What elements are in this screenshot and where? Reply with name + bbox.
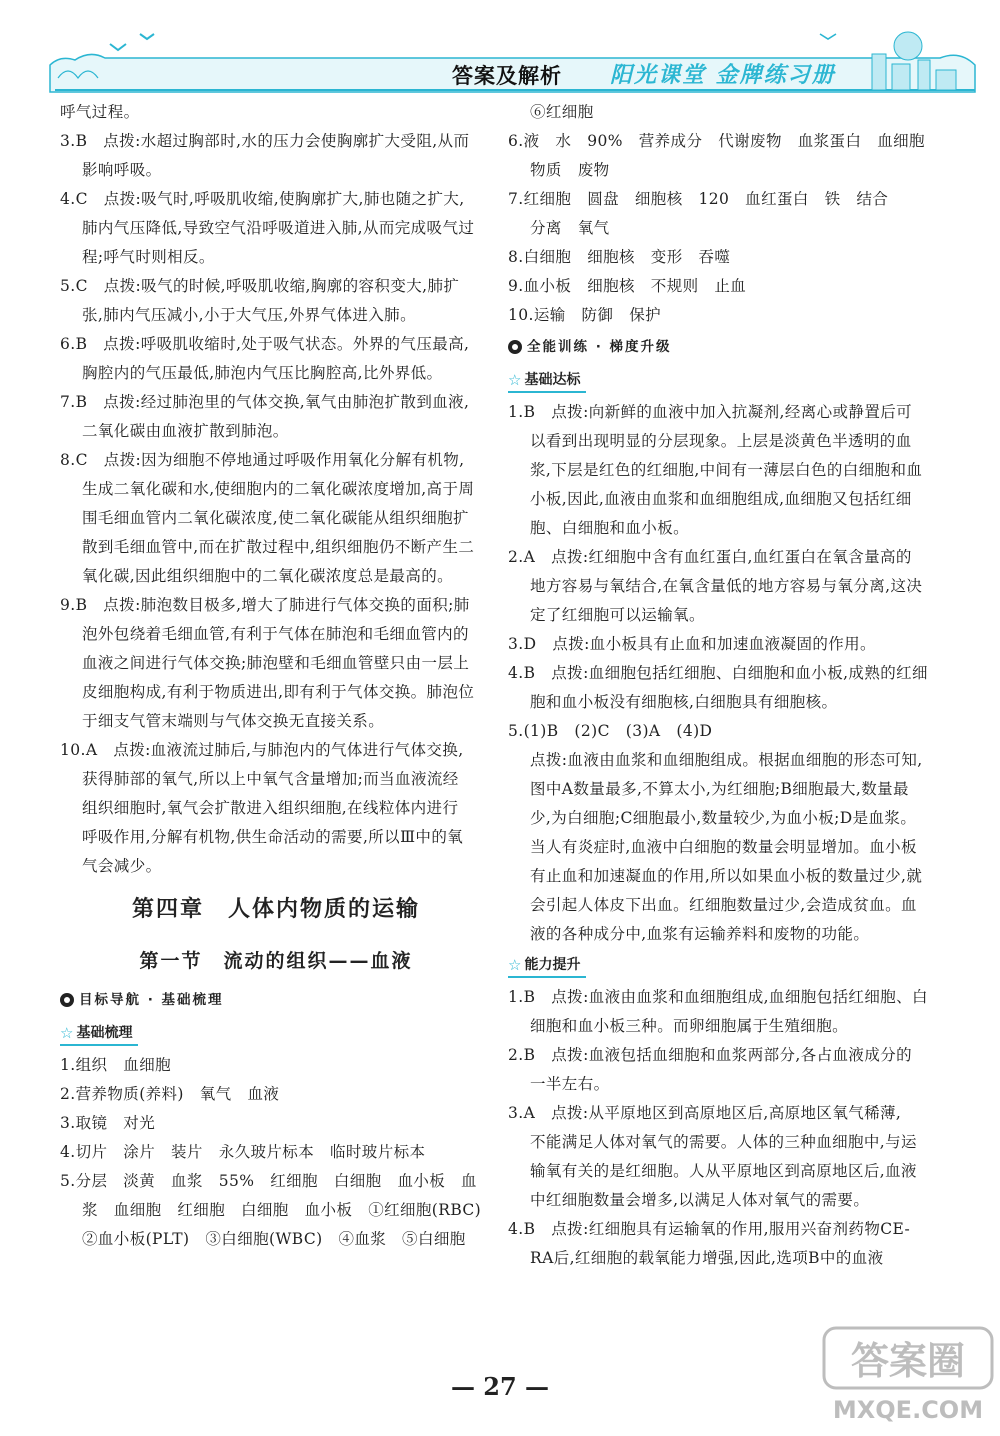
- text-line: 小板,因此,血液由血浆和血细胞组成,血细胞又包括红细: [530, 490, 912, 508]
- subheading: [508, 364, 938, 398]
- text-line: 点拨:血液由血浆和血细胞组成。根据血细胞的形态可知,: [530, 751, 923, 769]
- text-line: 呼吸作用,分解有机物,供生命活动的需要,所以Ⅲ中的氧: [82, 828, 464, 846]
- text-line: 2.B 点拨:血液包括血细胞和血浆两部分,各占血液成分的: [508, 1046, 913, 1064]
- text-line: 3.取镜 对光: [60, 1114, 156, 1132]
- text-line: 4.B 点拨:血细胞包括红细胞、白细胞和血小板,成熟的红细: [508, 664, 928, 682]
- text-line: 3.D 点拨:血小板具有止血和加速血液凝固的作用。: [508, 635, 876, 653]
- text-line: 围毛细血管内二氧化碳浓度,使二氧化碳能从组织细胞扩: [82, 509, 469, 527]
- text-line: 一半左右。: [530, 1075, 610, 1093]
- text-line: 2.A 点拨:红细胞中含有血红蛋白,血红蛋白在氧含量高的: [508, 548, 912, 566]
- star-icon: ☆: [508, 371, 522, 389]
- banner-label: 全能训练 · 梯度升级: [527, 339, 672, 355]
- text-line: 于细支气管末端则与气体交换无直接关系。: [82, 712, 385, 730]
- text-line: 5.分层 淡黄 血浆 55% 红细胞 白细胞 血小板 血: [60, 1172, 477, 1190]
- text-line: 10.A 点拨:血液流过肺后,与肺泡内的气体进行气体交换,: [60, 741, 464, 759]
- watermark-bottom-text: MXQE.COM: [832, 1396, 984, 1424]
- text-line: 气会减少。: [82, 857, 162, 875]
- section-banner: [508, 330, 938, 364]
- subheading: [60, 1017, 492, 1051]
- text-line: 3.B 点拨:水超过胸部时,水的压力会使胸廓扩大受阻,从而: [60, 132, 470, 150]
- text-line: 会引起人体皮下出血。红细胞数量过少,会造成贫血。血: [530, 896, 917, 914]
- text-line: 图中A数量最多,不算太小,为红细胞;B细胞最大,数量最: [530, 780, 909, 798]
- text-line: 6.B 点拨:呼吸肌收缩时,处于吸气状态。外界的气压最高,: [60, 335, 470, 353]
- text-line: 7.B 点拨:经过肺泡里的气体交换,氧气由肺泡扩散到血液,: [60, 393, 470, 411]
- text-line: 4.切片 涂片 装片 永久玻片标本 临时玻片标本: [60, 1143, 426, 1161]
- left-column: [60, 98, 492, 1254]
- text-line: 浆,下层是红色的红细胞,中间有一薄层白色的白细胞和血: [530, 461, 923, 479]
- text-line: 9.血小板 细胞核 不规则 止血: [508, 277, 747, 295]
- text-line: 以看到出现明显的分层现象。上层是淡黄色半透明的血: [530, 432, 912, 450]
- watermark-logo: [818, 1318, 998, 1430]
- text-line: 8.C 点拨:因为细胞不停地通过呼吸作用氧化分解有机物,: [60, 451, 465, 469]
- page-number: — 27 —: [450, 1372, 550, 1401]
- text-line: 3.A 点拨:从平原地区到高原地区后,高原地区氧气稀薄,: [508, 1104, 902, 1122]
- text-line: RA后,红细胞的载氧能力增强,因此,选项B中的血液: [530, 1249, 884, 1267]
- text-line: 胸腔内的气压最低,肺泡内气压比胸腔高,比外界低。: [82, 364, 443, 382]
- watermark-top-text: 答案圈: [850, 1339, 966, 1383]
- text-line: 程;呼气时则相反。: [82, 248, 215, 266]
- bird-icon: [820, 34, 836, 39]
- text-line: 影响呼吸。: [82, 161, 162, 179]
- text-line: 分离 氧气: [530, 219, 610, 237]
- text-line: 胞、白细胞和血小板。: [530, 519, 690, 537]
- star-icon: ☆: [508, 956, 522, 974]
- text-line: 张,肺内气压减小,小于大气压,外界气体进入肺。: [82, 306, 416, 324]
- text-line: 肺内气压降低,导致空气沿呼吸道进入肺,从而完成吸气过: [82, 219, 475, 237]
- text-line: 生成二氧化碳和水,使细胞内的二氧化碳浓度增加,高于周: [82, 480, 475, 498]
- text-line: 1.B 点拨:血液由血浆和血细胞组成,血细胞包括红细胞、白: [508, 988, 928, 1006]
- text-line: ⑥红细胞: [530, 103, 594, 121]
- chapter-title: 第四章 人体内物质的运输: [131, 897, 420, 922]
- text-line: 输氧有关的是红细胞。人从平原地区到高原地区后,血液: [530, 1162, 917, 1180]
- text-line: 4.B 点拨:红细胞具有运输氧的作用,服用兴奋剂药物CE-: [508, 1220, 911, 1238]
- right-column: [508, 98, 938, 1273]
- text-line: 有止血和加速凝血的作用,所以如果血小板的数量过少,就: [530, 867, 923, 885]
- text-line: 10.运输 防御 保护: [508, 306, 662, 324]
- text-line: 8.白细胞 细胞核 变形 吞噬: [508, 248, 731, 266]
- bird-icon: [110, 44, 126, 50]
- text-line: 物质 废物: [530, 161, 610, 179]
- text-line: 细胞和血小板三种。而卵细胞属于生殖细胞。: [530, 1017, 849, 1035]
- star-icon: ☆: [60, 1024, 74, 1042]
- header-title: 答案及解析: [452, 64, 562, 88]
- circle-bullet-icon: [60, 993, 74, 1007]
- page-header: [0, 0, 1000, 100]
- text-line: 浆 血细胞 红细胞 白细胞 血小板 ①红细胞(RBC): [82, 1201, 482, 1219]
- text-line: 血液之间进行气体交换;肺泡壁和毛细血管壁只由一层上: [82, 654, 470, 672]
- text-line: 7.红细胞 圆盘 细胞核 120 血红蛋白 铁 结合: [508, 190, 889, 208]
- text-line: 皮细胞构成,有利于物质进出,即有利于气体交换。肺泡位: [82, 683, 475, 701]
- text-line: 1.B 点拨:向新鲜的血液中加入抗凝剂,经离心或静置后可: [508, 403, 913, 421]
- header-brand: 阳光课堂 金牌练习册: [610, 63, 836, 88]
- text-line: 泡外包绕着毛细血管,有利于气体在肺泡和毛细血管内的: [82, 625, 469, 643]
- text-line: 散到毛细血管中,而在扩散过程中,组织细胞仍不断产生二: [82, 538, 475, 556]
- section-title: 第一节 流动的组织——血液: [139, 950, 413, 972]
- text-line: 少,为白细胞;C细胞最小,数量较少,为血小板;D是血浆。: [530, 809, 917, 827]
- subheading: [508, 949, 938, 983]
- subheading-label: 基础梳理: [76, 1025, 133, 1041]
- section-banner: [60, 983, 492, 1017]
- text-line: 9.B 点拨:肺泡数目极多,增大了肺进行气体交换的面积;肺: [60, 596, 470, 614]
- text-line: 定了红细胞可以运输氧。: [530, 606, 705, 624]
- bird-icon: [140, 34, 154, 39]
- text-line: 中红细胞数量会增多,以满足人体对氧气的需要。: [530, 1191, 870, 1209]
- banner-label: 目标导航 · 基础梳理: [79, 992, 224, 1008]
- text-line: 5.(1)B (2)C (3)A (4)D: [508, 722, 713, 740]
- text-line: 不能满足人体对氧气的需要。人体的三种血细胞中,与运: [530, 1133, 917, 1151]
- text-line: 5.C 点拨:吸气的时候,呼吸肌收缩,胸廓的容积变大,肺扩: [60, 277, 460, 295]
- text-line: 地方容易与氧结合,在氧含量低的地方容易与氧分离,这决: [530, 577, 923, 595]
- text-line: 二氧化碳由血液扩散到肺泡。: [82, 422, 289, 440]
- text-line: 组织细胞时,氧气会扩散进入组织细胞,在线粒体内进行: [82, 799, 459, 817]
- text-line: 当人有炎症时,血液中白细胞的数量会明显增加。血小板: [530, 838, 917, 856]
- text-line: 2.营养物质(养料) 氧气 血液: [60, 1085, 280, 1103]
- circle-bullet-icon: [508, 340, 522, 354]
- text-line: 4.C 点拨:吸气时,呼吸肌收缩,使胸廓扩大,肺也随之扩大,: [60, 190, 465, 208]
- text-line: 胞和血小板没有细胞核,白细胞具有细胞核。: [530, 693, 838, 711]
- text-line: 氧化碳,因此组织细胞中的二氧化碳浓度总是最高的。: [82, 567, 454, 585]
- text-line: 获得肺部的氧气,所以上中氧气含量增加;而当血液流经: [82, 770, 459, 788]
- text-line: 呼气过程。: [60, 103, 140, 121]
- text-line: ②血小板(PLT) ③白细胞(WBC) ④血浆 ⑤白细胞: [82, 1230, 466, 1248]
- text-line: 1.组织 血细胞: [60, 1056, 171, 1074]
- subheading-label: 能力提升: [524, 957, 581, 973]
- text-line: 液的各种成分中,血浆有运输养料和废物的功能。: [530, 925, 870, 943]
- text-line: 6.液 水 90% 营养成分 代谢废物 血浆蛋白 血细胞: [508, 132, 925, 150]
- subheading-label: 基础达标: [524, 372, 581, 388]
